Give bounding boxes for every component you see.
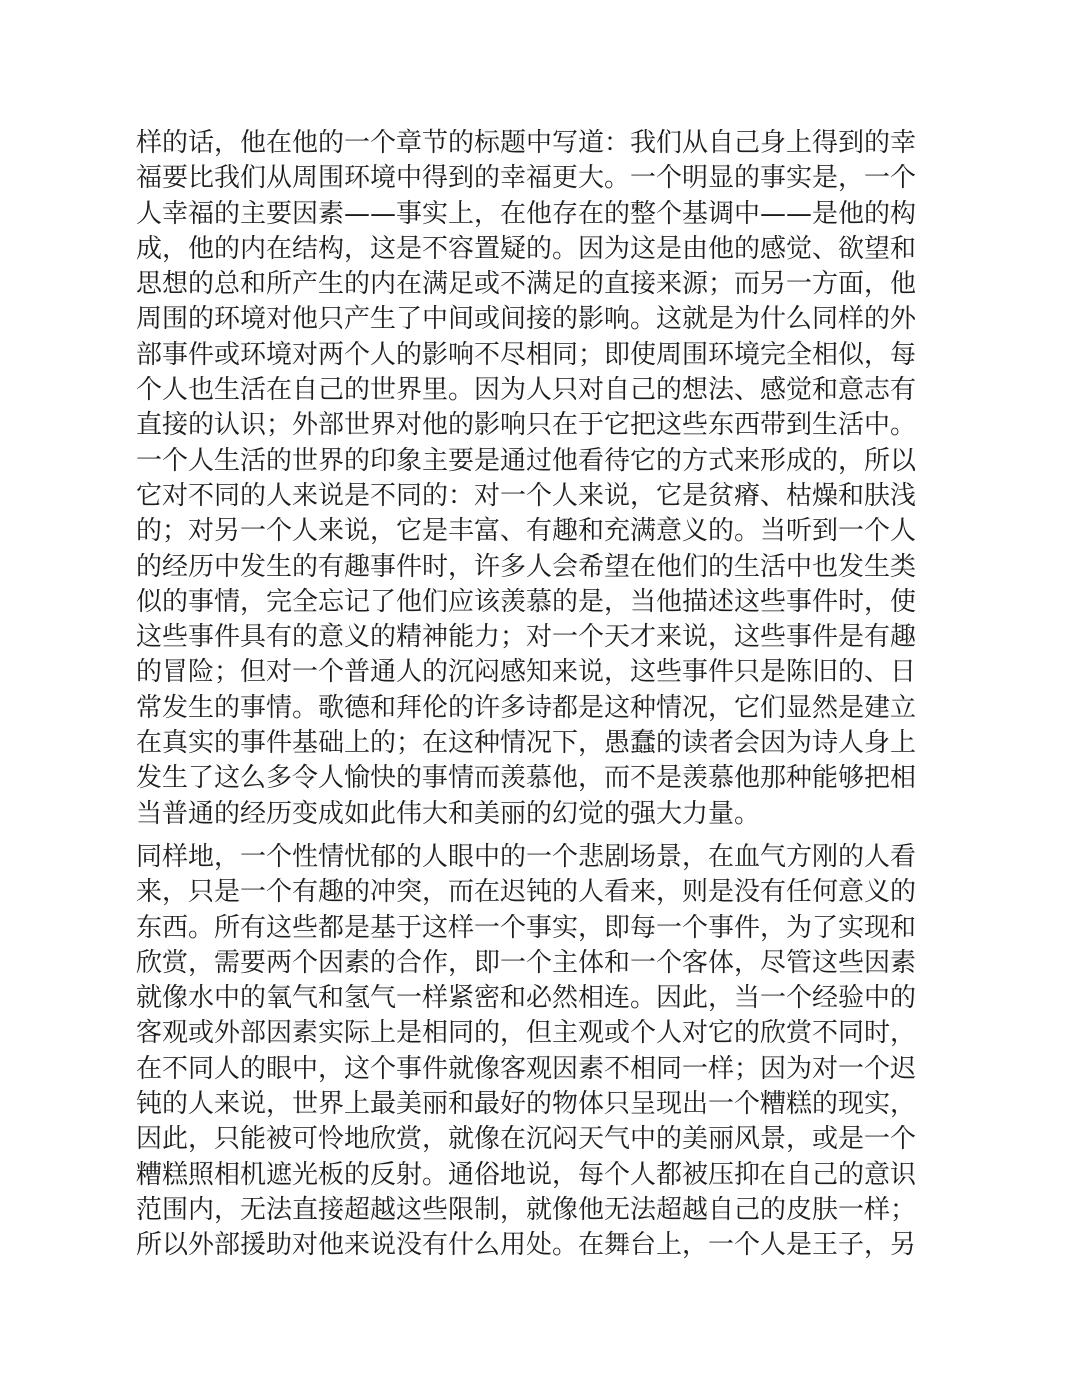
text-line: 的经历中发生的有趣事件时，许多人会希望在他们的生活中也发生类	[136, 551, 917, 582]
paragraph-2	[136, 840, 936, 1264]
text-line: 部事件或环境对两个人的影响不尽相同；即使周围环境完全相似，每	[136, 339, 917, 370]
text-line: 成，他的内在结构，这是不容置疑的。因为这是由他的感觉、欲望和	[136, 233, 917, 264]
text-line: 的；对另一个人来说，它是丰富、有趣和充满意义的。当听到一个人	[136, 516, 917, 547]
paragraph-1	[136, 126, 936, 832]
text-line: 直接的认识；外部世界对他的影响只在于它把这些东西带到生活中。	[136, 410, 917, 441]
text-line: 样的话，他在他的一个章节的标题中写道：我们从自己身上得到的幸	[136, 128, 917, 158]
text-line: 这些事件具有的意义的精神能力；对一个天才来说，这些事件是有趣	[136, 622, 917, 653]
text-line: 就像水中的氧气和氢气一样紧密和必然相连。因此，当一个经验中的	[136, 983, 917, 1014]
text-line: 常发生的事情。歌德和拜伦的许多诗都是这种情况，它们显然是建立	[136, 692, 917, 723]
text-line: 范围内，无法直接超越这些限制，就像他无法超越自己的皮肤一样；	[136, 1194, 917, 1225]
text-line: 发生了这么多令人愉快的事情而羡慕他，而不是羡慕他那种能够把相	[136, 763, 917, 794]
text-line: 在不同人的眼中，这个事件就像客观因素不相同一样；因为对一个迟	[136, 1053, 917, 1084]
text-line: 欣赏，需要两个因素的合作，即一个主体和一个客体，尽管这些因素	[136, 947, 917, 978]
text-line: 思想的总和所产生的内在满足或不满足的直接来源；而另一方面，他	[136, 269, 917, 300]
text-line: 一个人生活的世界的印象主要是通过他看待它的方式来形成的，所以	[136, 445, 917, 476]
text-line: 钝的人来说，世界上最美丽和最好的物体只呈现出一个糟糕的现实，	[136, 1089, 917, 1120]
text-line: 人幸福的主要因素——事实上，在他存在的整个基调中——是他的构	[136, 198, 917, 229]
text-line: 在真实的事件基础上的；在这种情况下，愚蠢的读者会因为诗人身上	[136, 728, 917, 759]
text-line: 因此，只能被可怜地欣赏，就像在沉闷天气中的美丽风景，或是一个	[136, 1124, 917, 1155]
text-line: 个人也生活在自己的世界里。因为人只对自己的想法、感觉和意志有	[136, 375, 917, 406]
text-line: 似的事情，完全忘记了他们应该羡慕的是，当他描述这些事件时，使	[136, 586, 917, 617]
text-line: 福要比我们从周围环境中得到的幸福更大。一个明显的事实是，一个	[136, 163, 917, 194]
text-line: 当普通的经历变成如此伟大和美丽的幻觉的强大力量。	[136, 798, 761, 829]
text-line: 客观或外部因素实际上是相同的，但主观或个人对它的欣赏不同时，	[136, 1018, 917, 1049]
text-line: 周围的环境对他只产生了中间或间接的影响。这就是为什么同样的外	[136, 304, 917, 335]
text-line: 东西。所有这些都是基于这样一个事实，即每一个事件，为了实现和	[136, 912, 917, 943]
text-line: 它对不同的人来说是不同的：对一个人来说，它是贫瘠、枯燥和肤浅	[136, 480, 917, 511]
text-line: 糟糕照相机遮光板的反射。通俗地说，每个人都被压抑在自己的意识	[136, 1159, 917, 1190]
text-line: 所以外部援助对他来说没有什么用处。在舞台上，一个人是王子，另	[136, 1230, 917, 1261]
text-line: 的冒险；但对一个普通人的沉闷感知来说，这些事件只是陈旧的、日	[136, 657, 917, 688]
text-line: 同样地，一个性情忧郁的人眼中的一个悲剧场景，在血气方刚的人看	[136, 842, 917, 872]
text-line: 来，只是一个有趣的冲突，而在迟钝的人看来，则是没有任何意义的	[136, 877, 917, 908]
